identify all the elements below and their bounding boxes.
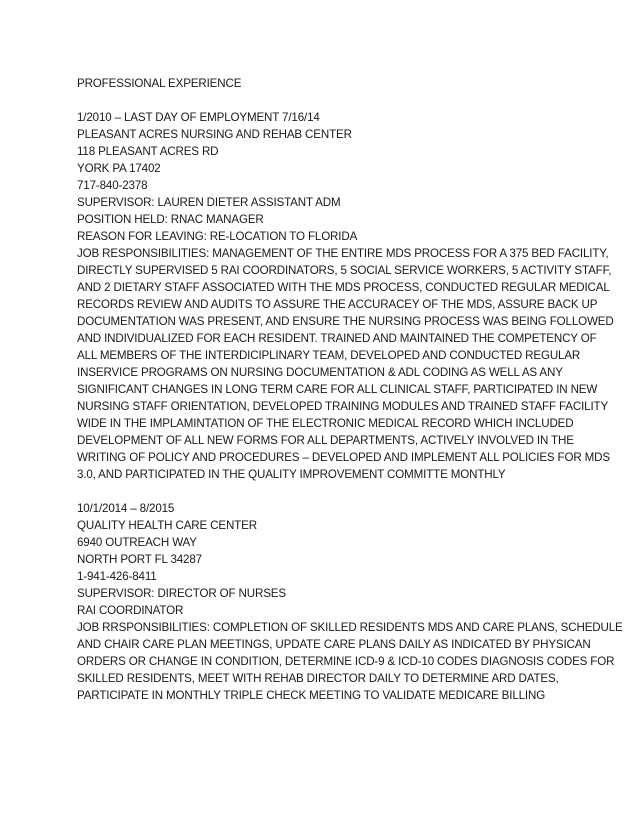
responsibility-line: JOB RESPONSIBILITIES: MANAGEMENT OF THE ENTIRE MDS PROCESS FOR A 375 BED FACILITY, (77, 247, 609, 260)
responsibility-line: WRITING OF POLICY AND PROCEDURES – DEVELOPED AND IMPLEMENT ALL POLICIES FOR MDS (77, 451, 610, 464)
job-employer: PLEASANT ACRES NURSING AND REHAB CENTER (77, 128, 352, 141)
responsibility-line: AND INDIVIDUALIZED FOR EACH RESIDENT. TRAINED AND MAINTAINED THE COMPETENCY OF (77, 332, 597, 345)
responsibility-line: AND 2 DIETARY STAFF ASSOCIATED WITH THE MDS PROCESS, CONDUCTED REGULAR MEDICAL (77, 281, 610, 294)
job-reason-for-leaving: REASON FOR LEAVING: RE-LOCATION TO FLORIDA (77, 230, 358, 243)
job-supervisor: SUPERVISOR: LAUREN DIETER ASSISTANT ADM (77, 196, 341, 209)
job-supervisor: SUPERVISOR: DIRECTOR OF NURSES (77, 587, 286, 600)
responsibility-line: ALL MEMBERS OF THE INTERDICIPLINARY TEAM, DEVELOPED AND CONDUCTED REGULAR (77, 349, 581, 362)
job-dates: 10/1/2014 – 8/2015 (77, 502, 175, 515)
responsibility-line: JOB RRSPONSIBILITIES: COMPLETION OF SKILLED RESIDENTS MDS AND CARE PLANS, SCHEDULE (77, 621, 623, 634)
responsibility-line: DIRECTLY SUPERVISED 5 RAI COORDINATORS, 5 SOCIAL SERVICE WORKERS, 5 ACTIVITY STAFF, (77, 264, 612, 277)
job-entry-quality-health (77, 500, 623, 704)
job-responsibilities (77, 245, 614, 483)
section-spacer (77, 483, 577, 500)
responsibility-line: ORDERS OR CHANGE IN CONDITION, DETERMINE ICD-9 & ICD-10 CODES DIAGNOSIS CODES FOR (77, 655, 615, 668)
responsibility-line: AND CHAIR CARE PLAN MEETINGS, UPDATE CARE PLANS DAILY AS INDICATED BY PHYSICAN (77, 638, 591, 651)
job-phone: 717-840-2378 (77, 179, 148, 192)
job-address: 6940 OUTREACH WAY (77, 536, 197, 549)
responsibility-line: INSERVICE PROGRAMS ON NURSING DOCUMENTATION & ADL CODING AS WELL AS ANY (77, 366, 563, 379)
responsibility-line: RECORDS REVIEW AND AUDITS TO ASSURE THE ACCURACEY OF THE MDS, ASSURE BACK UP (77, 298, 598, 311)
responsibility-line: DEVELOPMENT OF ALL NEW FORMS FOR ALL DEPARTMENTS, ACTIVELY INVOLVED IN THE (77, 434, 574, 447)
job-dates: 1/2010 – LAST DAY OF EMPLOYMENT 7/16/14 (77, 111, 320, 124)
job-city-state-zip: NORTH PORT FL 34287 (77, 553, 202, 566)
job-phone: 1-941-426-8411 (77, 570, 157, 583)
section-heading: PROFESSIONAL EXPERIENCE (77, 77, 242, 90)
job-responsibilities (77, 619, 623, 704)
responsibility-line: WIDE IN THE IMPLAMINTATION OF THE ELECTRONIC MEDICAL RECORD WHICH INCLUDED (77, 417, 574, 430)
responsibility-line: SKILLED RESIDENTS, MEET WITH REHAB DIRECTOR DAILY TO DETERMINE ARD DATES, (77, 672, 559, 685)
page-content (77, 75, 623, 704)
job-entry-pleasant-acres (77, 109, 614, 483)
responsibility-line: PARTICIPATE IN MONTHLY TRIPLE CHECK MEETING TO VALIDATE MEDICARE BILLING (77, 689, 546, 702)
responsibility-line: DOCUMENTATION WAS PRESENT, AND ENSURE THE NURSING PROCESS WAS BEING FOLLOWED (77, 315, 614, 328)
responsibility-line: NURSING STAFF ORIENTATION, DEVELOPED TRAINING MODULES AND TRAINED STAFF FACILITY (77, 400, 609, 413)
job-position: RAI COORDINATOR (77, 604, 184, 617)
job-position: POSITION HELD: RNAC MANAGER (77, 213, 264, 226)
responsibility-line: SIGNIFICANT CHANGES IN LONG TERM CARE FOR ALL CLINICAL STAFF, PARTICIPATED IN NEW (77, 383, 598, 396)
job-employer: QUALITY HEALTH CARE CENTER (77, 519, 257, 532)
job-city-state-zip: YORK PA 17402 (77, 162, 161, 175)
job-address: 118 PLEASANT ACRES RD (77, 145, 219, 158)
responsibility-line: 3.0, AND PARTICIPATED IN THE QUALITY IMPROVEMENT COMMITTE MONTHLY (77, 468, 506, 481)
